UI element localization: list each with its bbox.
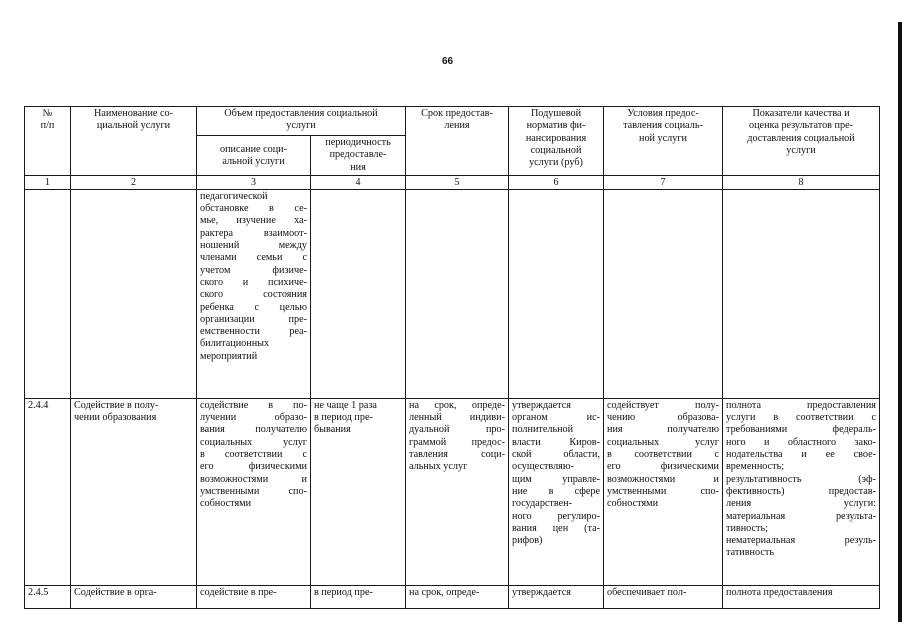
- text-line: фективность) предостав-: [726, 485, 876, 497]
- text-line: органом ис-: [512, 412, 600, 424]
- text-line: ния получателю: [607, 424, 719, 436]
- text-line: собностями: [607, 498, 659, 510]
- text-line: Содействие в полу-: [74, 399, 159, 411]
- text-line: вания получателю: [200, 424, 307, 436]
- text-line: услуги в соответствии с: [726, 412, 876, 424]
- table-row: [25, 398, 880, 585]
- scan-edge: [898, 22, 902, 622]
- column-number: 8: [723, 175, 880, 189]
- cell-desc: [197, 398, 311, 585]
- cell-name: [71, 398, 197, 585]
- text-line: периодичность: [325, 137, 391, 148]
- text-line: предоставле-: [329, 149, 387, 161]
- text-line: материальная результа-: [726, 510, 876, 522]
- cell-name: [71, 585, 197, 608]
- header-col-norm: [509, 107, 604, 176]
- column-number: 5: [406, 175, 509, 189]
- text-line: Наименование со-: [93, 108, 174, 119]
- cell-num: 2.4.4: [25, 398, 71, 585]
- text-line: нодательства и ее свое-: [726, 449, 876, 461]
- text-line: тивность;: [726, 522, 768, 534]
- cell-desc: [197, 585, 311, 608]
- text-line: услуги: [786, 144, 816, 156]
- text-line: нематериальная резуль-: [726, 535, 876, 547]
- table-row: [25, 189, 880, 398]
- text-line: обстановке в се-: [200, 203, 307, 215]
- column-number: 3: [197, 175, 311, 189]
- text-line: доставления социальной: [747, 132, 855, 144]
- text-line: альных услуг: [409, 461, 468, 473]
- text-line: содействует полу-: [607, 399, 719, 411]
- text-line: социальной: [530, 144, 582, 156]
- text-line: Показатели качества и: [752, 108, 850, 119]
- header-col-volume: [197, 107, 406, 136]
- text-line: ского и психиче-: [200, 276, 307, 288]
- text-line: альной услуги: [222, 156, 285, 168]
- column-number: 7: [604, 175, 723, 189]
- cell-freq: [311, 585, 406, 608]
- cell-term: [406, 189, 509, 398]
- text-line: ления: [444, 120, 470, 132]
- header-row-1: [25, 107, 880, 136]
- cell-cond: [604, 398, 723, 585]
- text-line: ной услуги: [639, 132, 687, 144]
- text-line: вания цен (та-: [512, 522, 600, 534]
- text-line: результативность (эф-: [726, 473, 876, 485]
- text-line: Содействие в орга-: [74, 586, 157, 598]
- text-line: ного регулиро-: [512, 510, 600, 522]
- text-line: собностями: [200, 498, 252, 510]
- cell-num: [25, 189, 71, 398]
- text-line: осуществляю-: [512, 461, 574, 473]
- text-line: услуги: [286, 120, 316, 132]
- text-line: его физическими: [200, 461, 307, 473]
- text-line: циальной услуги: [96, 120, 171, 132]
- text-line: Объем предоставления социальной: [224, 108, 378, 119]
- text-line: власти Киров-: [512, 436, 600, 448]
- column-number: 2: [71, 175, 197, 189]
- text-line: граммой предос-: [409, 436, 505, 448]
- cell-num: 2.4.5: [25, 585, 71, 608]
- text-line: рактера взаимоот-: [200, 227, 307, 239]
- text-line: педагогической: [200, 190, 268, 202]
- text-line: на срок, опреде-: [409, 586, 480, 598]
- text-line: организации пре-: [200, 313, 307, 325]
- text-line: возможностями и: [607, 473, 719, 485]
- text-line: ние в сфере: [512, 485, 600, 497]
- text-line: возможностями и: [200, 473, 307, 485]
- text-line: чению образова-: [607, 412, 719, 424]
- text-line: в соответствии с: [200, 449, 307, 461]
- text-line: оценка результатов пре-: [749, 120, 853, 132]
- text-line: Срок предостав-: [421, 108, 493, 119]
- header-col-num: [25, 107, 71, 176]
- text-line: билитационных: [200, 338, 270, 350]
- text-line: утверждается: [512, 586, 571, 598]
- text-line: тативность: [726, 547, 774, 559]
- cell-freq: [311, 398, 406, 585]
- text-line: в соответствии с: [607, 449, 719, 461]
- text-line: социальных услуг: [200, 436, 307, 448]
- text-line: Подушевой: [530, 108, 582, 119]
- header-col-cond: [604, 107, 723, 176]
- text-line: содействие в по-: [200, 399, 307, 411]
- cell-cond: [604, 585, 723, 608]
- text-line: умственными спо-: [200, 485, 307, 497]
- text-line: полнота предоставления: [726, 399, 876, 411]
- text-line: мероприятий: [200, 350, 258, 362]
- header-col-volume-freq: [311, 136, 406, 176]
- text-line: бывания: [314, 424, 351, 436]
- cell-name: [71, 189, 197, 398]
- text-line: учетом физиче-: [200, 264, 307, 276]
- social-services-table: [24, 106, 880, 609]
- text-line: содействие в пре-: [200, 586, 277, 598]
- cell-cond: [604, 189, 723, 398]
- text-line: №: [42, 108, 53, 119]
- cell-norm: [509, 585, 604, 608]
- cell-term: [406, 398, 509, 585]
- text-line: требованиями федераль-: [726, 424, 876, 436]
- header-col-quality: [723, 107, 880, 176]
- cell-norm: [509, 189, 604, 398]
- header-col-term: [406, 107, 509, 176]
- column-number-row: [25, 175, 880, 189]
- text-line: ской области,: [512, 449, 600, 461]
- text-line: услуги (руб): [529, 157, 583, 169]
- text-line: на срок, опреде-: [409, 399, 505, 411]
- text-line: членами семьи с: [200, 252, 307, 264]
- text-line: Условия предос-: [627, 108, 699, 119]
- text-line: ношений между: [200, 240, 307, 252]
- text-line: временность;: [726, 461, 785, 473]
- page-number: 66: [441, 56, 454, 67]
- text-line: ребенка с целью: [200, 301, 307, 313]
- text-line: емственности реа-: [200, 326, 307, 338]
- text-line: в период пре-: [314, 586, 373, 598]
- text-line: тавления соци-: [409, 449, 505, 461]
- text-line: социальных услуг: [607, 436, 719, 448]
- cell-quality: [723, 189, 880, 398]
- column-number: 1: [25, 175, 71, 189]
- text-line: в период пре-: [314, 412, 373, 424]
- text-line: полнительной: [512, 424, 574, 436]
- text-line: обеспечивает пол-: [607, 586, 687, 598]
- text-line: государствен-: [512, 498, 572, 510]
- text-line: описание соци-: [219, 144, 288, 155]
- header-col-volume-desc: [197, 136, 311, 176]
- text-line: ления услуги:: [726, 498, 876, 510]
- cell-quality: [723, 398, 880, 585]
- text-line: мье, изучение ха-: [200, 215, 307, 227]
- text-line: п/п: [40, 120, 55, 132]
- column-number: 6: [509, 175, 604, 189]
- header-col-name: [71, 107, 197, 176]
- cell-desc: [197, 189, 311, 398]
- cell-freq: [311, 189, 406, 398]
- text-line: щим управле-: [512, 473, 600, 485]
- cell-term: [406, 585, 509, 608]
- column-number: 4: [311, 175, 406, 189]
- table-row: [25, 585, 880, 608]
- text-line: его физическими: [607, 461, 719, 473]
- text-line: ленный индиви-: [409, 412, 505, 424]
- text-line: ния: [350, 161, 366, 173]
- cell-norm: [509, 398, 604, 585]
- text-line: умственными спо-: [607, 485, 719, 497]
- text-line: лучении образо-: [200, 412, 307, 424]
- text-line: тавления социаль-: [623, 120, 703, 132]
- text-line: чении образования: [74, 412, 157, 424]
- text-line: нансирования: [525, 132, 587, 144]
- text-line: норматив фи-: [526, 120, 586, 132]
- text-line: ного и областного зако-: [726, 436, 876, 448]
- cell-quality: [723, 585, 880, 608]
- text-line: ского состояния: [200, 289, 307, 301]
- text-line: дуальной про-: [409, 424, 505, 436]
- text-line: утверждается: [512, 399, 571, 411]
- text-line: не чаще 1 раза: [314, 399, 377, 411]
- text-line: рифов): [512, 535, 543, 547]
- text-line: полнота предоставления: [726, 586, 833, 598]
